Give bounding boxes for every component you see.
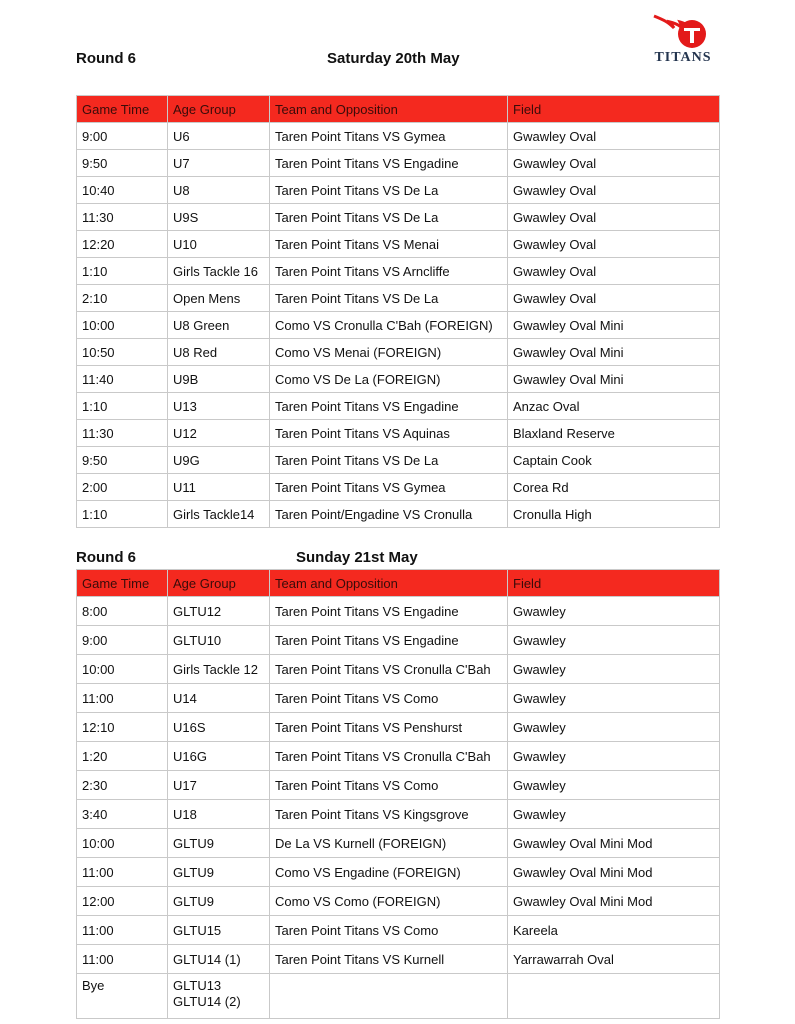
age-group-cell: U7 [168,150,270,177]
game-time-cell: 1:10 [77,501,168,528]
header-game-time: Game Time [77,570,168,597]
team-opposition-cell: Como VS De La (FOREIGN) [270,366,508,393]
game-time-cell: 12:20 [77,231,168,258]
field-cell: Gwawley Oval [508,231,720,258]
header-field: Field [508,96,720,123]
age-group-cell: U6 [168,123,270,150]
age-group-cell: GLTU9 [168,887,270,916]
saturday-schedule-table [76,95,720,528]
table-row [77,945,720,974]
table-row [77,258,720,285]
field-cell: Gwawley Oval Mini [508,312,720,339]
game-time-cell: 11:00 [77,916,168,945]
age-group-cell: U18 [168,800,270,829]
team-opposition-cell: Taren Point Titans VS Como [270,684,508,713]
header-team-opposition: Team and Opposition [270,96,508,123]
team-opposition-cell: Taren Point Titans VS De La [270,285,508,312]
game-time-cell: 2:30 [77,771,168,800]
team-opposition-cell: Taren Point Titans VS Kurnell [270,945,508,974]
table-row [77,312,720,339]
field-cell: Blaxland Reserve [508,420,720,447]
field-cell: Gwawley [508,713,720,742]
table-row [77,597,720,626]
game-time-cell: 1:20 [77,742,168,771]
game-time-cell: 11:00 [77,684,168,713]
table-row [77,655,720,684]
game-time-cell: 2:10 [77,285,168,312]
table-header-row [77,570,720,597]
game-time-cell: 9:00 [77,626,168,655]
game-time-cell: 12:00 [77,887,168,916]
round-title-sunday: Round 6 [76,549,136,566]
table-row [77,771,720,800]
game-time-cell: 12:10 [77,713,168,742]
game-time-cell: 9:00 [77,123,168,150]
game-time-cell: 11:30 [77,420,168,447]
field-cell: Anzac Oval [508,393,720,420]
field-cell: Gwawley [508,684,720,713]
age-group-cell: U8 Red [168,339,270,366]
header-field: Field [508,570,720,597]
table-row [77,887,720,916]
bye-label-cell: Bye [77,974,168,1019]
table-row [77,339,720,366]
game-time-cell: 1:10 [77,393,168,420]
age-group-cell: Girls Tackle14 [168,501,270,528]
team-opposition-cell: Taren Point Titans VS Gymea [270,123,508,150]
bye-group: GLTU14 (2) [173,994,241,1009]
age-group-cell: U16G [168,742,270,771]
field-cell: Gwawley Oval [508,123,720,150]
table-row [77,800,720,829]
team-opposition-cell: Como VS Engadine (FOREIGN) [270,858,508,887]
team-opposition-cell: Taren Point Titans VS Engadine [270,597,508,626]
header-age-group: Age Group [168,96,270,123]
team-opposition-cell: Taren Point Titans VS Arncliffe [270,258,508,285]
field-cell: Kareela [508,916,720,945]
age-group-cell: Girls Tackle 12 [168,655,270,684]
game-time-cell: 11:00 [77,945,168,974]
age-group-cell: U8 [168,177,270,204]
table-row [77,501,720,528]
field-cell: Gwawley [508,771,720,800]
table-row [77,916,720,945]
age-group-cell: U10 [168,231,270,258]
field-cell: Gwawley Oval [508,150,720,177]
field-cell: Gwawley Oval [508,177,720,204]
age-group-cell: U9B [168,366,270,393]
team-opposition-cell: Taren Point Titans VS Kingsgrove [270,800,508,829]
age-group-cell: GLTU10 [168,626,270,655]
age-group-cell: U9G [168,447,270,474]
header-age-group: Age Group [168,570,270,597]
team-opposition-cell: Taren Point Titans VS Como [270,916,508,945]
table-row [77,123,720,150]
bye-group: GLTU13 [173,978,222,993]
team-opposition-cell: Taren Point Titans VS De La [270,447,508,474]
day-title-saturday: Saturday 20th May [327,50,460,67]
field-cell: Gwawley Oval [508,258,720,285]
age-group-cell: U17 [168,771,270,800]
field-cell: Gwawley Oval Mini Mod [508,858,720,887]
game-time-cell: 3:40 [77,800,168,829]
age-group-cell: GLTU14 (1) [168,945,270,974]
game-time-cell: 11:40 [77,366,168,393]
age-group-cell: U8 Green [168,312,270,339]
game-time-cell: 11:30 [77,204,168,231]
field-cell: Yarrawarrah Oval [508,945,720,974]
game-time-cell: 1:10 [77,258,168,285]
day-title-sunday: Sunday 21st May [296,549,418,566]
game-time-cell: 9:50 [77,447,168,474]
table-row [77,626,720,655]
age-group-cell: GLTU9 [168,829,270,858]
field-cell: Gwawley [508,742,720,771]
team-opposition-cell: Taren Point Titans VS Menai [270,231,508,258]
age-group-cell: GLTU9 [168,858,270,887]
team-opposition-cell: Taren Point Titans VS Como [270,771,508,800]
table-row [77,177,720,204]
team-opposition-cell: Como VS Cronulla C'Bah (FOREIGN) [270,312,508,339]
team-opposition-cell: Taren Point Titans VS Cronulla C'Bah [270,655,508,684]
age-group-cell: U14 [168,684,270,713]
team-opposition-cell: Taren Point/Engadine VS Cronulla [270,501,508,528]
header-game-time: Game Time [77,96,168,123]
game-time-cell: 9:50 [77,150,168,177]
game-time-cell: 11:00 [77,858,168,887]
table-row [77,150,720,177]
field-cell: Gwawley Oval [508,285,720,312]
table-row [77,684,720,713]
age-group-cell: GLTU15 [168,916,270,945]
table-row [77,231,720,258]
game-time-cell: 10:50 [77,339,168,366]
table-row [77,366,720,393]
team-opposition-cell: Como VS Menai (FOREIGN) [270,339,508,366]
field-cell: Gwawley Oval Mini Mod [508,887,720,916]
team-opposition-cell: Taren Point Titans VS Penshurst [270,713,508,742]
team-opposition-cell: De La VS Kurnell (FOREIGN) [270,829,508,858]
table-row [77,420,720,447]
team-opposition-cell: Taren Point Titans VS Gymea [270,474,508,501]
table-row [77,742,720,771]
age-group-cell: U13 [168,393,270,420]
team-opposition-cell: Taren Point Titans VS Engadine [270,393,508,420]
team-opposition-cell: Taren Point Titans VS Cronulla C'Bah [270,742,508,771]
table-row [77,829,720,858]
bye-groups-cell [168,974,270,1019]
field-cell: Corea Rd [508,474,720,501]
game-time-cell: 10:00 [77,655,168,684]
field-cell: Gwawley Oval Mini [508,339,720,366]
team-opposition-cell: Taren Point Titans VS Engadine [270,626,508,655]
table-row [77,393,720,420]
game-time-cell: 10:40 [77,177,168,204]
field-cell: Gwawley [508,800,720,829]
table-header-row [77,96,720,123]
field-cell [508,974,720,1019]
team-opposition-cell: Taren Point Titans VS De La [270,204,508,231]
age-group-cell: GLTU12 [168,597,270,626]
field-cell: Gwawley [508,597,720,626]
field-cell: Cronulla High [508,501,720,528]
age-group-cell: Girls Tackle 16 [168,258,270,285]
game-time-cell: 2:00 [77,474,168,501]
field-cell: Gwawley Oval [508,204,720,231]
bye-row [77,974,720,1019]
field-cell: Gwawley [508,655,720,684]
field-cell: Gwawley Oval Mini [508,366,720,393]
table-row [77,204,720,231]
field-cell: Gwawley [508,626,720,655]
age-group-cell: Open Mens [168,285,270,312]
header-team-opposition: Team and Opposition [270,570,508,597]
team-opposition-cell: Taren Point Titans VS Aquinas [270,420,508,447]
sunday-schedule-table [76,569,720,1019]
table-row [77,285,720,312]
team-opposition-cell [270,974,508,1019]
table-row [77,447,720,474]
field-cell: Captain Cook [508,447,720,474]
round-title-saturday: Round 6 [76,50,136,67]
age-group-cell: U12 [168,420,270,447]
table-row [77,858,720,887]
game-time-cell: 8:00 [77,597,168,626]
team-opposition-cell: Taren Point Titans VS De La [270,177,508,204]
table-row [77,474,720,501]
team-opposition-cell: Taren Point Titans VS Engadine [270,150,508,177]
logo-text: TITANS [654,50,712,65]
table-row [77,713,720,742]
age-group-cell: U9S [168,204,270,231]
field-cell: Gwawley Oval Mini Mod [508,829,720,858]
age-group-cell: U11 [168,474,270,501]
game-time-cell: 10:00 [77,829,168,858]
age-group-cell: U16S [168,713,270,742]
team-opposition-cell: Como VS Como (FOREIGN) [270,887,508,916]
game-time-cell: 10:00 [77,312,168,339]
